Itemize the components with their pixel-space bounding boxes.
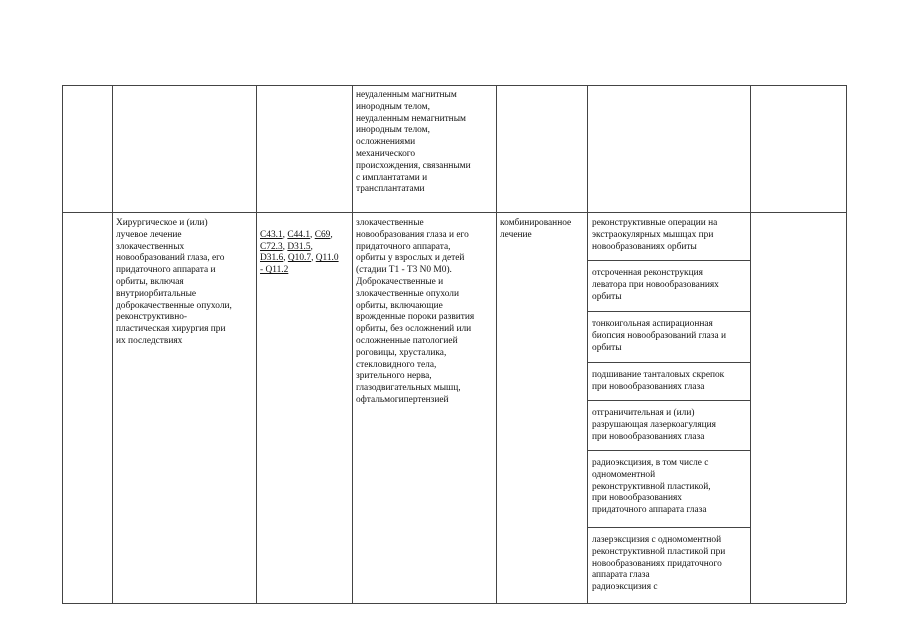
- icd-code[interactable]: C72.3: [260, 241, 283, 252]
- method-divider-5: [587, 450, 750, 451]
- col-border-5: [587, 85, 588, 603]
- icd-code[interactable]: - Q11.2: [260, 265, 289, 276]
- row2-method-6: радиоэксцизия, в том числе с одномоментной реконструктивной пластикой, при новообразованиях придаточного аппарата глаза: [592, 458, 711, 516]
- row2-method-5: отграничительная и (или) разрушающая лазеркоагуляция при новообразованиях глаза: [592, 408, 716, 442]
- icd-code[interactable]: C69: [314, 229, 331, 240]
- row2-method-1: реконструктивные операции на экстраокулярных мышцах при новообразованиях орбиты: [592, 218, 718, 252]
- icd-code[interactable]: D31.5: [287, 241, 311, 252]
- col-border-6: [750, 85, 751, 603]
- row2-treatment: комбинированное лечение: [500, 218, 572, 240]
- table-top-border: [62, 85, 846, 86]
- icd-code[interactable]: Q10.7: [287, 253, 312, 264]
- row2-method-7: лазерэксцизия с одномоментной реконструктивной пластикой при новообразованиях придаточного аппарата глаза радиоэксцизия с: [592, 535, 726, 593]
- col-border-2: [256, 85, 257, 603]
- method-divider-1: [587, 260, 750, 261]
- icd-code[interactable]: C43.1: [260, 229, 283, 240]
- icd-code[interactable]: Q11.0: [315, 253, 339, 264]
- row1-diagnosis-continuation: неудаленным магнитным инородным телом, неудаленным немагнитным инородным телом, осложнениями механического происхождения, связанными с имплантатами и трансплантатами: [356, 90, 471, 195]
- method-divider-6: [587, 527, 750, 528]
- row2-care-type: Хирургическое и (или) лучевое лечение злокачественных новообразований глаза, его придаточного аппарата и орбиты, включая внутриорбитальные доброкачественные опухоли, реконструктивно- пластическая хирургия при их последствиях: [116, 218, 232, 346]
- col-border-0: [62, 85, 63, 603]
- row-divider: [62, 212, 846, 213]
- row2-method-2: отсроченная реконструкция леватора при новообразованиях орбиты: [592, 268, 719, 302]
- col-border-4: [496, 85, 497, 603]
- icd-code[interactable]: C44.1: [287, 229, 311, 240]
- row2-method-3: тонкоигольная аспирационная биопсия новообразований глаза и орбиты: [592, 319, 727, 353]
- col-border-1: [112, 85, 113, 603]
- method-divider-4: [587, 400, 750, 401]
- table-bottom-border: [62, 603, 846, 604]
- method-divider-2: [587, 311, 750, 312]
- row2-diagnosis: злокачественные новообразования глаза и его придаточного аппарата, орбиты у взрослых и детей (стадии T1 - T3 N0 M0). Доброкачественные и злокачественные опухоли орбиты, включающие врожденные пороки развития орбиты, без осложнений или осложненные патологией роговицы, хрусталика, стекловидного тела, зрительного нерва, глазодвигательных мышц, офтальмогипертензией: [356, 218, 475, 405]
- col-border-3: [352, 85, 353, 603]
- method-divider-3: [587, 362, 750, 363]
- col-border-7: [846, 85, 847, 603]
- row2-icd-codes: C43.1, C44.1, C69, C72.3, D31.5, D31.6, Q10.7, Q11.0 - Q11.2: [260, 229, 339, 276]
- row2-method-4: подшивание танталовых скрепок при новообразованиях глаза: [592, 370, 725, 392]
- icd-code[interactable]: D31.6: [260, 253, 284, 264]
